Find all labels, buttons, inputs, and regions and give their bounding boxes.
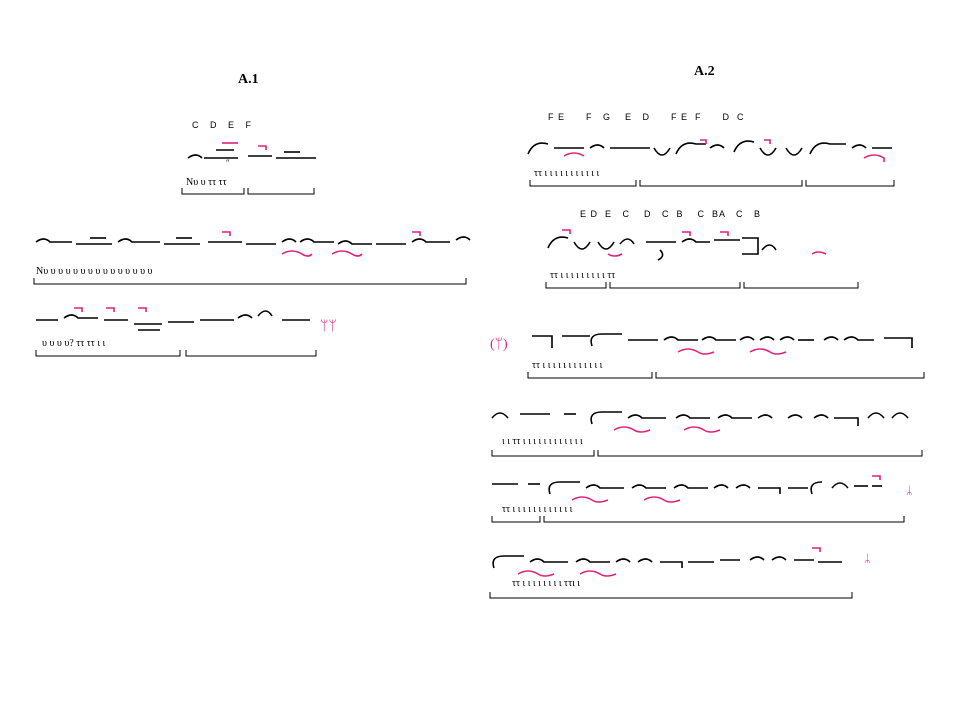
note-letters-a1: C D E F bbox=[192, 120, 253, 130]
syllables-a2-row2: ττ ι ι ι ι ι ι ι ι ι ττ bbox=[550, 270, 616, 281]
svg-text:ᛦ: ᛦ bbox=[864, 553, 871, 565]
svg-text:″: ″ bbox=[226, 158, 230, 168]
syllables-a2-row6: ττ ι ι ι ι ι ι ι ι ττι ι bbox=[512, 578, 580, 589]
neume-staff-a2-row2 bbox=[542, 224, 872, 294]
neume-staff-a1-row3 bbox=[34, 302, 354, 362]
note-letters-a2-row1: F E F G E D F E F D C bbox=[548, 112, 745, 122]
svg-text:ᛘᛘ: ᛘᛘ bbox=[320, 319, 337, 334]
syllables-a1-row1: Nυ υ ττ ττ bbox=[186, 177, 227, 188]
section-title-a2: A.2 bbox=[694, 64, 715, 79]
syllables-a2-row5: ττ ι ι ι ι ι ι ι ι ι ι ι ι bbox=[502, 504, 573, 515]
syllables-a2-row3: ττ ι ι ι ι ι ι ι ι ι ι ι ι bbox=[532, 360, 603, 371]
syllables-a1-row2: Nυ υ υ υ υ υ υ υ υ υ υ υ υ υ υ bbox=[36, 266, 153, 277]
svg-text:ᛦ: ᛦ bbox=[906, 485, 913, 497]
neume-staff-a2-row1 bbox=[524, 130, 904, 192]
neume-staff-a2-row6 bbox=[488, 544, 908, 604]
syllables-a2-row1: ττ ι ι ι ι ι ι ι ι ι ι ι bbox=[534, 168, 600, 179]
section-title-a1: A.1 bbox=[238, 72, 259, 87]
neume-staff-a2-row5 bbox=[488, 470, 938, 530]
neume-staff-a2-row3 bbox=[488, 322, 938, 382]
svg-text:(ᛘ): (ᛘ) bbox=[490, 337, 508, 352]
neume-staff-a1-row1 bbox=[178, 138, 328, 208]
syllables-a1-row3: υ υ υ υ? ττ ττ ι ι bbox=[42, 338, 106, 349]
neume-staff-a2-row4 bbox=[488, 400, 938, 460]
note-letters-a2-row2: E D E C D C B C BA C B bbox=[580, 209, 762, 219]
neume-staff-a1-row2 bbox=[32, 230, 477, 290]
syllables-a2-row4: ι ι ττ ι ι ι ι ι ι ι ι ι ι ι ι bbox=[502, 436, 583, 447]
